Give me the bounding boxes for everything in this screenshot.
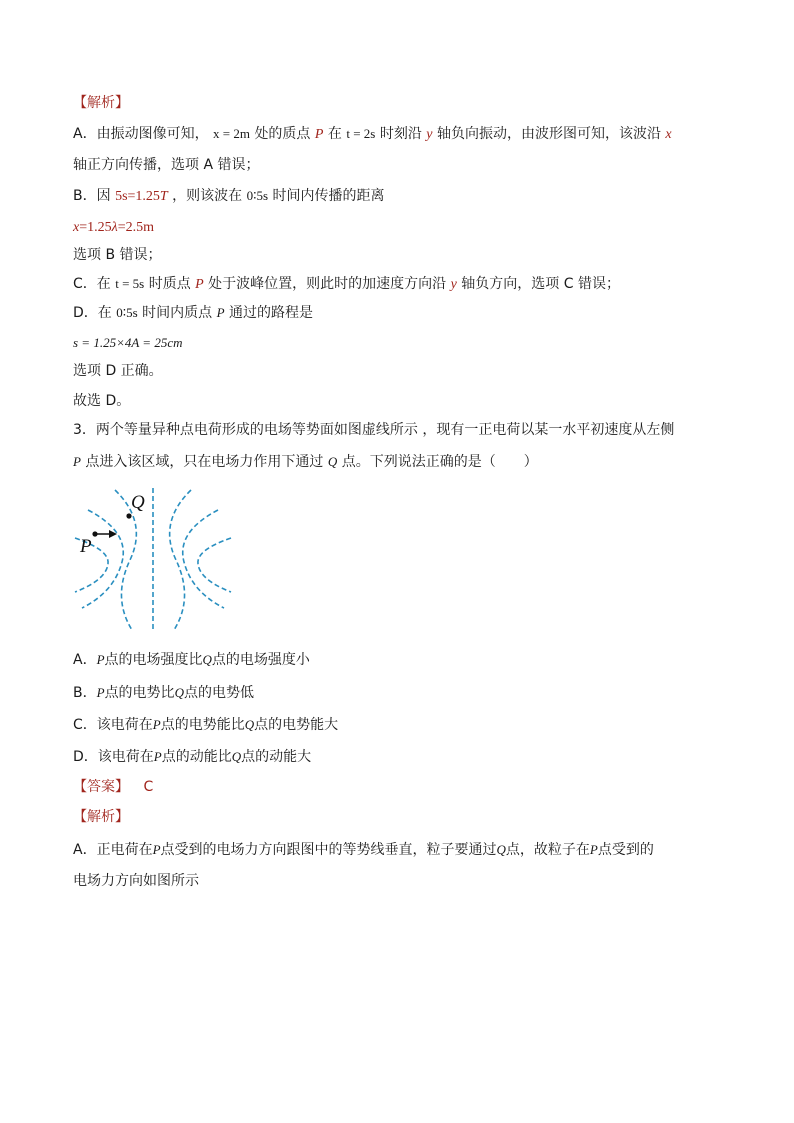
math: =2.5m bbox=[117, 220, 154, 235]
text: 点的动能比 bbox=[161, 749, 232, 765]
text: 点的电势比 bbox=[104, 685, 175, 701]
text: 点。下列说法正确的是（ ） bbox=[341, 454, 538, 470]
text: 点，故粒子在 bbox=[505, 842, 590, 858]
math: T bbox=[159, 189, 168, 204]
math: λ bbox=[111, 220, 118, 235]
label-p: P bbox=[80, 536, 92, 557]
text: B．因 bbox=[73, 188, 111, 204]
math: Q bbox=[244, 717, 255, 732]
text: 点的电势能比 bbox=[160, 717, 245, 733]
equipotential-line-right-1 bbox=[170, 490, 191, 630]
math: s = 1.25×4A = 25cm bbox=[73, 335, 183, 350]
math: P bbox=[152, 842, 161, 857]
text: 轴负向振动，由波形图可知，该波沿 bbox=[436, 126, 661, 142]
analysis-d-conclusion: 选项 D 正确。 bbox=[73, 363, 163, 379]
label-q: Q bbox=[131, 492, 145, 513]
text: 点的电场强度小 bbox=[211, 652, 310, 668]
text: 处的质点 bbox=[254, 126, 311, 142]
math: P bbox=[195, 277, 204, 292]
math: P bbox=[314, 127, 324, 142]
text: 时刻沿 bbox=[379, 126, 422, 142]
analysis-c-line bbox=[73, 274, 620, 295]
math: y bbox=[426, 127, 433, 142]
math: P bbox=[73, 454, 81, 469]
math: 0∶5s bbox=[246, 188, 269, 203]
text: C．在 bbox=[73, 276, 111, 292]
option-d bbox=[73, 747, 311, 767]
answer-value: C bbox=[143, 779, 154, 795]
math: Q bbox=[231, 749, 242, 764]
analysis-d-line bbox=[73, 303, 313, 323]
text: D．该电荷在 bbox=[73, 749, 154, 765]
point-q bbox=[126, 513, 131, 518]
text: A．正电荷在 bbox=[73, 842, 153, 858]
analysis-b-line1 bbox=[73, 186, 385, 207]
text: A．由振动图像可知， bbox=[73, 126, 209, 142]
math: P bbox=[216, 305, 225, 320]
analysis-line2: 电场力方向如图所示 bbox=[73, 873, 199, 889]
equipotential-diagram bbox=[70, 480, 240, 640]
text: 时质点 bbox=[148, 276, 191, 292]
equipotential-figure bbox=[70, 480, 240, 644]
math: t = 2s bbox=[346, 126, 376, 141]
text: 处于波峰位置，则此时的加速度方向沿 bbox=[208, 276, 447, 292]
math: x = 2m bbox=[213, 126, 250, 141]
text: 时间内传播的距离 bbox=[272, 188, 385, 204]
text: 轴负方向，选项 C 错误； bbox=[461, 276, 620, 292]
math: 5s=1.25 bbox=[115, 189, 160, 204]
math: P bbox=[589, 842, 598, 857]
text: D．在 bbox=[73, 305, 112, 321]
text: 点进入该区域，只在电场力作用下通过 bbox=[85, 454, 324, 470]
text: 点的电势能大 bbox=[254, 717, 339, 733]
math: y bbox=[450, 277, 457, 292]
math: =1.25 bbox=[79, 220, 112, 235]
text: C．该电荷在 bbox=[73, 717, 153, 733]
math: P bbox=[152, 717, 161, 732]
math: Q bbox=[496, 842, 506, 857]
text: 在 bbox=[327, 126, 342, 142]
final-choice: 故选 D。 bbox=[73, 393, 131, 409]
option-b bbox=[73, 683, 254, 703]
text: ，则该波在 bbox=[172, 188, 243, 204]
math: P bbox=[96, 685, 105, 700]
analysis-line1 bbox=[73, 840, 654, 860]
text: 点的电场强度比 bbox=[104, 652, 203, 668]
analysis-d-equation bbox=[73, 333, 183, 353]
math: t = 5s bbox=[115, 276, 145, 291]
text: 点的电势低 bbox=[183, 685, 254, 701]
question-3-stem-line1: 3．两个等量异种点电荷形成的电场等势面如图虚线所示 ，现有一正电荷以某一水平初速度从左侧 bbox=[73, 422, 675, 438]
math: 0∶5s bbox=[116, 305, 138, 320]
text: 时间内质点 bbox=[142, 305, 213, 321]
text: 通过的路程是 bbox=[229, 305, 313, 321]
equipotential-line-right-2 bbox=[183, 510, 224, 608]
answer-label: 【答案】 bbox=[73, 779, 129, 795]
math: x bbox=[73, 220, 80, 235]
question-3-stem-line2 bbox=[73, 452, 538, 472]
analysis-b-conclusion: 选项 B 错误； bbox=[73, 247, 162, 263]
equipotential-line-right-3 bbox=[198, 538, 231, 592]
text: A． bbox=[73, 652, 97, 668]
analysis-heading-2: 【解析】 bbox=[73, 809, 129, 825]
text: 点的动能大 bbox=[241, 749, 312, 765]
option-c bbox=[73, 715, 338, 735]
analysis-a-line1 bbox=[73, 124, 672, 145]
analysis-a-line2: 轴正方向传播，选项 A 错误； bbox=[73, 157, 260, 173]
analysis-heading: 【解析】 bbox=[73, 95, 129, 111]
text: B． bbox=[73, 685, 97, 701]
text: 点受到的 bbox=[597, 842, 654, 858]
text: 点受到的电场力方向跟图中的等势线垂直，粒子要通过 bbox=[160, 842, 497, 858]
math: P bbox=[96, 652, 105, 667]
option-a bbox=[73, 650, 310, 670]
answer-line bbox=[73, 777, 153, 797]
analysis-b-equation bbox=[73, 217, 154, 238]
math: Q bbox=[202, 652, 212, 667]
math: Q bbox=[327, 454, 338, 469]
equipotential-line-left-2 bbox=[82, 510, 123, 608]
math: x bbox=[665, 127, 672, 142]
math: P bbox=[153, 749, 162, 764]
math: Q bbox=[174, 685, 184, 700]
